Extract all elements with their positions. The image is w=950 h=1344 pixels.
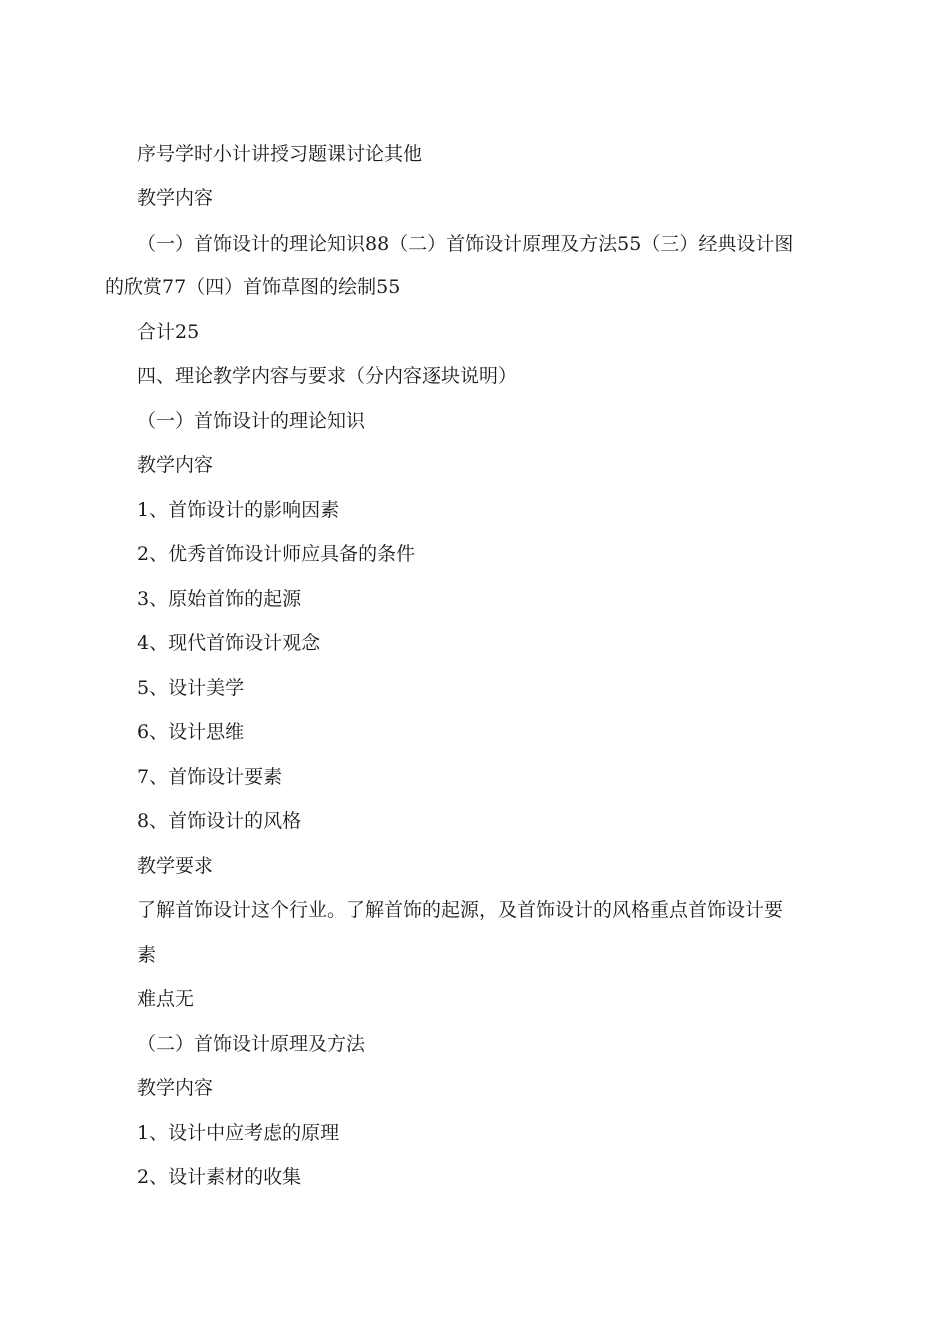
list-item: 2、优秀首饰设计师应具备的条件 bbox=[137, 543, 416, 565]
list-item: 6、设计思维 bbox=[137, 721, 245, 743]
paragraph-line: 素 bbox=[137, 944, 157, 966]
list-item: 8、首饰设计的风格 bbox=[137, 810, 302, 832]
table-header-line: 序号学时小计讲授习题课讨论其他 bbox=[137, 143, 423, 165]
paragraph-line: （一）首饰设计的理论知识88（二）首饰设计原理及方法55（三）经典设计图 bbox=[137, 233, 794, 255]
paragraph-line: 了解首饰设计这个行业。了解首饰的起源，及首饰设计的风格重点首饰设计要 bbox=[137, 899, 784, 921]
section-label: 教学要求 bbox=[137, 855, 214, 877]
list-item: 3、原始首饰的起源 bbox=[137, 588, 302, 610]
section-label: 教学内容 bbox=[137, 454, 214, 476]
list-item: 4、现代首饰设计观念 bbox=[137, 632, 321, 654]
difficulty-line: 难点无 bbox=[137, 988, 195, 1010]
paragraph-line: 的欣赏77（四）首饰草图的绘制55 bbox=[105, 276, 401, 298]
section-label: 教学内容 bbox=[137, 1077, 214, 1099]
section-label: 教学内容 bbox=[137, 187, 214, 209]
list-item: 2、设计素材的收集 bbox=[137, 1166, 302, 1188]
section-heading: 四、理论教学内容与要求（分内容逐块说明） bbox=[137, 365, 518, 387]
total-line: 合计25 bbox=[137, 321, 200, 343]
list-item: 1、首饰设计的影响因素 bbox=[137, 499, 340, 521]
subsection-heading: （一）首饰设计的理论知识 bbox=[137, 410, 366, 432]
list-item: 7、首饰设计要素 bbox=[137, 766, 283, 788]
list-item: 5、设计美学 bbox=[137, 677, 245, 699]
list-item: 1、设计中应考虑的原理 bbox=[137, 1122, 340, 1144]
subsection-heading: （二）首饰设计原理及方法 bbox=[137, 1033, 366, 1055]
